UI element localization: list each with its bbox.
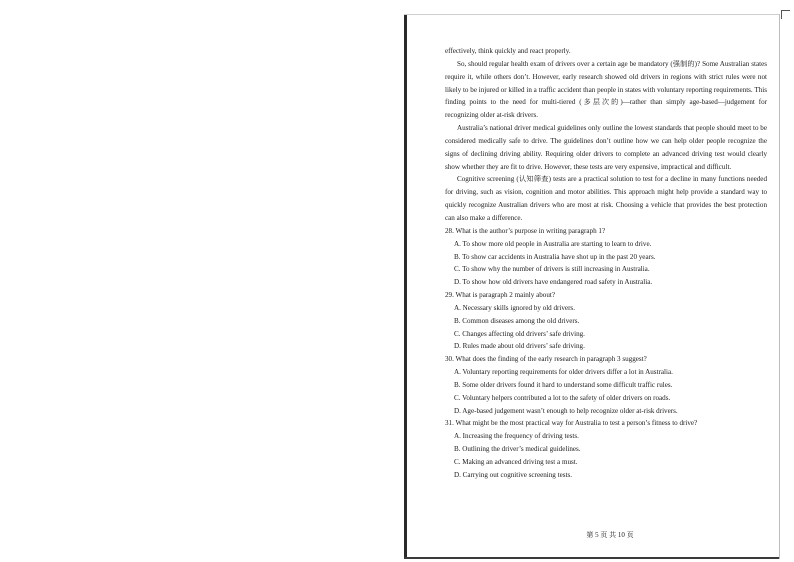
page-bottom-border bbox=[404, 557, 780, 559]
option-c: C. To show why the number of drivers is still increasing in Australia. bbox=[454, 265, 650, 274]
option-a: A. To show more old people in Australia are starting to learn to drive. bbox=[454, 239, 652, 248]
passage-paragraph-1: So, should regular health exam of drivers over a certain age be mandatory (强制的)? Some Australian states require it, while others don’t. However, early research showed old drivers in regions with strict rules were not likely to be injured or killed in a traffic accident than people in states with voluntary reporting requirements. This finding points to the need for multi-tiered (多层次的)—rather than simply age-based—judgement for recognizing older at-risk drivers. bbox=[445, 59, 767, 120]
question-stem: 30. What does the finding of the early research in paragraph 3 suggest? bbox=[445, 355, 647, 364]
option-d: D. To show how old drivers have endangered road safety in Australia. bbox=[454, 278, 653, 287]
question-stem: 28. What is the author’s purpose in writing paragraph 1? bbox=[445, 226, 606, 235]
page-top-border bbox=[404, 14, 780, 15]
page-left-border bbox=[404, 14, 407, 558]
option-b: B. Common diseases among the old drivers. bbox=[454, 316, 580, 325]
question-30 bbox=[445, 353, 767, 417]
passage-paragraph-0: effectively, think quickly and react properly. bbox=[445, 47, 571, 55]
question-28 bbox=[445, 225, 767, 289]
passage-paragraph-2: Australia’s national driver medical guidelines only outline the lowest standards that people should meet to be considered medically safe to drive. The guidelines don’t outline how we can help older people recognize the signs of declining driving ability. Requiring older drivers to complete an advanced driving test would clearly show whether they are fit to drive. However, these tests are very expensive, impractical and difficult. bbox=[445, 124, 767, 171]
option-d: D. Rules made about old drivers’ safe driving. bbox=[454, 342, 585, 351]
option-d: D. Carrying out cognitive screening tests. bbox=[454, 470, 573, 479]
option-a: A. Increasing the frequency of driving tests. bbox=[454, 432, 579, 441]
passage-paragraph-3: Cognitive screening (认知筛查) tests are a practical solution to test for a decline in many functions needed for driving, such as vision, cognition and motor abilities. This approach might help provide a standard way to quickly recognize Australian drivers who are most at risk. Choosing a vehicle that provides the best protection can also make a difference. bbox=[445, 175, 767, 222]
question-stem: 31. What might be the most practical way for Australia to test a person’s fitness to drive? bbox=[445, 419, 698, 428]
page-number-footer: 第 5 页 共 10 页 bbox=[586, 531, 634, 539]
option-c: C. Voluntary helpers contributed a lot to the safety of older drivers on roads. bbox=[454, 393, 671, 402]
question-31 bbox=[445, 417, 767, 481]
option-a: A. Voluntary reporting requirements for older drivers differ a lot in Australia. bbox=[454, 368, 673, 377]
option-b: B. Some older drivers found it hard to understand some difficult traffic rules. bbox=[454, 380, 673, 389]
option-d: D. Age-based judgement wasn’t enough to help recognize older at-risk drivers. bbox=[454, 406, 678, 415]
option-b: B. Outlining the driver’s medical guidelines. bbox=[454, 445, 581, 454]
question-29 bbox=[445, 289, 767, 353]
option-c: C. Changes affecting old drivers’ safe driving. bbox=[454, 329, 585, 338]
question-stem: 29. What is paragraph 2 mainly about? bbox=[445, 291, 555, 300]
option-b: B. To show car accidents in Australia have shot up in the past 20 years. bbox=[454, 252, 656, 261]
page-right-border bbox=[779, 14, 780, 559]
option-a: A. Necessary skills ignored by old drivers. bbox=[454, 303, 575, 312]
exam-page-content bbox=[445, 45, 767, 482]
option-c: C. Making an advanced driving test a must. bbox=[454, 458, 578, 466]
crop-mark bbox=[781, 10, 790, 19]
